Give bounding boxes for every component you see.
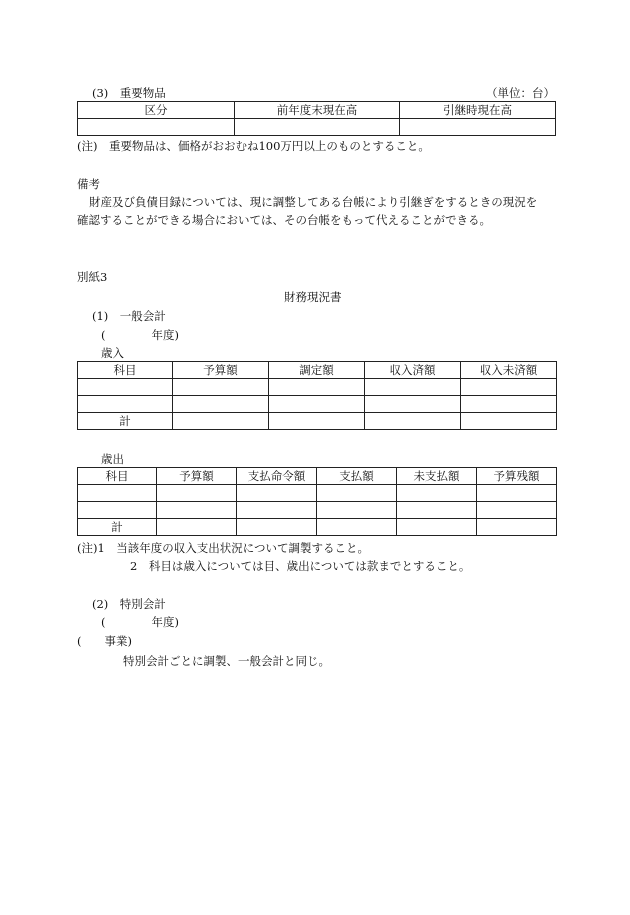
remarks-title: 備考: [77, 177, 100, 191]
header-prev-year-end: 前年度末現在高: [235, 102, 400, 119]
general-note-1: (注)1 当該年度の収入支出状況について調製すること。: [77, 541, 370, 555]
table-cell: [397, 485, 477, 502]
general-fiscal-year: ( 年度): [101, 328, 179, 342]
important-items-table: [77, 101, 556, 136]
header-subject: 科目: [78, 468, 157, 485]
table-cell: [78, 379, 173, 396]
table-header-row: [78, 468, 557, 485]
table-cell: [317, 502, 397, 519]
attachment-label: 別紙3: [77, 270, 108, 284]
table-cell: [400, 119, 556, 136]
table-cell: [461, 413, 557, 430]
header-paid: 支払額: [317, 468, 397, 485]
table-cell: [269, 379, 365, 396]
revenue-label: 歳入: [101, 346, 124, 360]
section3-heading: (3) 重要物品: [92, 86, 166, 100]
unit-label: （単位：台）: [486, 86, 555, 100]
table-row: [78, 502, 557, 519]
table-cell: [78, 119, 235, 136]
table-cell: [317, 485, 397, 502]
table-cell: [237, 519, 317, 536]
table-cell: [365, 396, 461, 413]
table-row: [78, 379, 557, 396]
table-cell: [461, 379, 557, 396]
general-note-2: 2 科目は歳入については目、歳出については款までとすること。: [130, 559, 471, 573]
table-header-row: [78, 102, 556, 119]
table-cell: [477, 502, 557, 519]
total-row: [78, 413, 557, 430]
document-title: 財務現況書: [284, 290, 342, 304]
remarks-line2: 確認することができる場合においては、その台帳をもって代えることができる。: [77, 213, 491, 227]
special-business: ( 事業): [77, 634, 132, 648]
table-cell: [78, 396, 173, 413]
table-cell: [173, 413, 269, 430]
header-payment-order: 支払命令額: [237, 468, 317, 485]
remarks-line1: 財産及び負債目録については、現に調整してある台帳により引継ぎをするときの現況を: [89, 195, 538, 209]
table-row: [78, 119, 556, 136]
expenditure-label: 歳出: [101, 452, 124, 466]
header-unreceived: 収入未済額: [461, 362, 557, 379]
expenditure-table: [77, 467, 557, 536]
section3-note: (注) 重要物品は、価格がおおむね100万円以上のものとすること。: [77, 139, 430, 153]
special-fiscal-year: ( 年度): [101, 615, 179, 629]
table-cell: [78, 485, 157, 502]
table-cell: [157, 519, 237, 536]
table-cell: [237, 485, 317, 502]
header-category: 区分: [78, 102, 235, 119]
table-cell: [477, 519, 557, 536]
table-cell: [365, 379, 461, 396]
table-cell: [397, 519, 477, 536]
total-row: [78, 519, 557, 536]
special-account-heading: (2) 特別会計: [92, 597, 166, 611]
special-account-text: 特別会計ごとに調製、一般会計と同じ。: [123, 654, 330, 668]
table-header-row: [78, 362, 557, 379]
header-received: 収入済額: [365, 362, 461, 379]
table-cell: [78, 502, 157, 519]
header-budget: 予算額: [173, 362, 269, 379]
table-cell: [477, 485, 557, 502]
table-cell: [269, 396, 365, 413]
table-row: [78, 485, 557, 502]
table-cell: [173, 379, 269, 396]
revenue-table: [77, 361, 557, 430]
table-cell: [237, 502, 317, 519]
table-cell: [235, 119, 400, 136]
total-label: 計: [78, 413, 173, 430]
header-unpaid: 未支払額: [397, 468, 477, 485]
table-cell: [397, 502, 477, 519]
table-cell: [157, 485, 237, 502]
table-cell: [269, 413, 365, 430]
table-cell: [173, 396, 269, 413]
table-row: [78, 396, 557, 413]
total-label: 計: [78, 519, 157, 536]
header-assessed: 調定額: [269, 362, 365, 379]
header-budget-remaining: 予算残額: [477, 468, 557, 485]
table-cell: [157, 502, 237, 519]
header-subject: 科目: [78, 362, 173, 379]
table-cell: [365, 413, 461, 430]
general-account-heading: (1) 一般会計: [92, 309, 166, 323]
header-handover: 引継時現在高: [400, 102, 556, 119]
table-cell: [317, 519, 397, 536]
table-cell: [461, 396, 557, 413]
header-budget: 予算額: [157, 468, 237, 485]
